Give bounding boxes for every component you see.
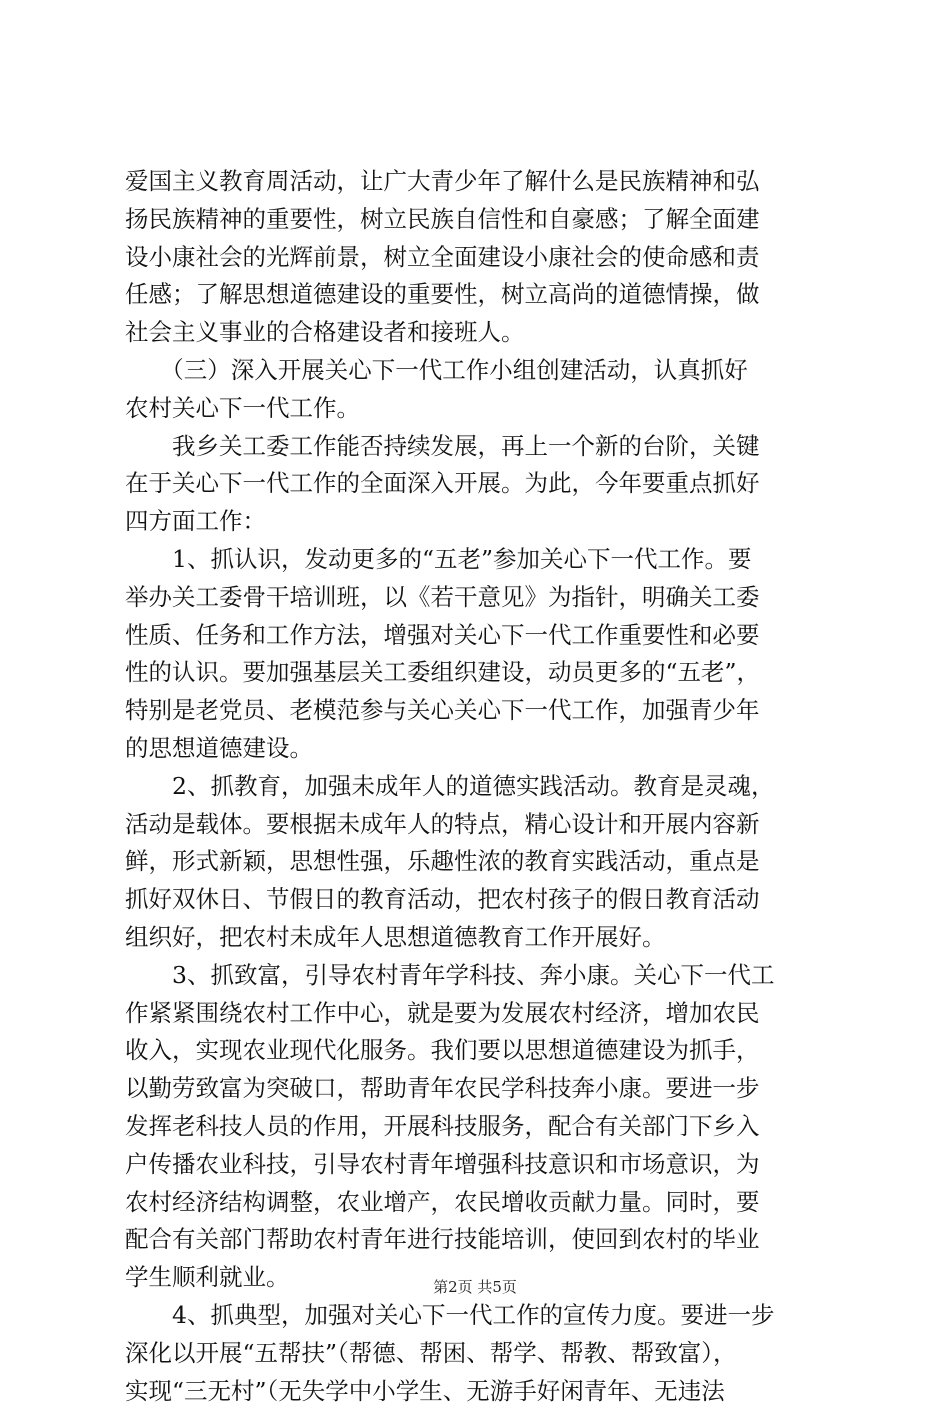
text-line: 特别是老党员、老模范参与关心关心下一代工作，加强青少年 <box>125 692 835 730</box>
text-line: 抓好双休日、节假日的教育活动，把农村孩子的假日教育活动 <box>125 881 835 919</box>
text-line: 活动是载体。要根据未成年人的特点，精心设计和开展内容新 <box>125 806 835 844</box>
body-text <box>125 163 835 1410</box>
text-line: 收入，实现农业现代化服务。我们要以思想道德建设为抓手， <box>125 1032 835 1070</box>
text-line: 农村经济结构调整，农业增产，农民增收贡献力量。同时，要 <box>125 1184 835 1222</box>
text-line: 扬民族精神的重要性，树立民族自信性和自豪感；了解全面建 <box>125 201 835 239</box>
text-line: 在于关心下一代工作的全面深入开展。为此，今年要重点抓好 <box>125 465 835 503</box>
text-line: 设小康社会的光辉前景，树立全面建设小康社会的使命感和责 <box>125 239 835 277</box>
text-line: 3、抓致富，引导农村青年学科技、奔小康。关心下一代工 <box>125 957 835 995</box>
text-line: 的思想道德建设。 <box>125 730 835 768</box>
text-line: 1、抓认识，发动更多的“五老”参加关心下一代工作。要 <box>125 541 835 579</box>
text-line: 四方面工作： <box>125 503 835 541</box>
text-line: 性质、任务和工作方法，增强对关心下一代工作重要性和必要 <box>125 617 835 655</box>
text-line: 任感；了解思想道德建设的重要性，树立高尚的道德情操，做 <box>125 276 835 314</box>
text-line: 爱国主义教育周活动，让广大青少年了解什么是民族精神和弘 <box>125 163 835 201</box>
text-line: 性的认识。要加强基层关工委组织建设，动员更多的“五老”， <box>125 654 835 692</box>
text-line: 作紧紧围绕农村工作中心，就是要为发展农村经济，增加农民 <box>125 995 835 1033</box>
text-line: 组织好，把农村未成年人思想道德教育工作开展好。 <box>125 919 835 957</box>
text-line: 举办关工委骨干培训班，以《若干意见》为指针，明确关工委 <box>125 579 835 617</box>
text-line: （三）深入开展关心下一代工作小组创建活动，认真抓好 <box>125 352 835 390</box>
text-line: 社会主义事业的合格建设者和接班人。 <box>125 314 835 352</box>
text-line: 户传播农业科技，引导农村青年增强科技意识和市场意识，为 <box>125 1146 835 1184</box>
text-line: 我乡关工委工作能否持续发展，再上一个新的台阶，关键 <box>125 428 835 466</box>
text-line: 以勤劳致富为突破口，帮助青年农民学科技奔小康。要进一步 <box>125 1070 835 1108</box>
text-line: 2、抓教育，加强未成年人的道德实践活动。教育是灵魂， <box>125 768 835 806</box>
text-line: 4、抓典型，加强对关心下一代工作的宣传力度。要进一步 <box>125 1297 835 1335</box>
text-line: 农村关心下一代工作。 <box>125 390 835 428</box>
text-line: 深化以开展“五帮扶”（帮德、帮困、帮学、帮教、帮致富）， <box>125 1335 835 1373</box>
text-line: 学生顺利就业。 <box>125 1259 835 1297</box>
text-line: 发挥老科技人员的作用，开展科技服务，配合有关部门下乡入 <box>125 1108 835 1146</box>
text-line: 鲜，形式新颖，思想性强，乐趣性浓的教育实践活动，重点是 <box>125 843 835 881</box>
text-line: 配合有关部门帮助农村青年进行技能培训，使回到农村的毕业 <box>125 1221 835 1259</box>
text-line: 实现“三无村”（无失学中小学生、无游手好闲青年、无违法 <box>125 1373 835 1410</box>
page-footer: 第2页 共5页 <box>0 1276 950 1297</box>
